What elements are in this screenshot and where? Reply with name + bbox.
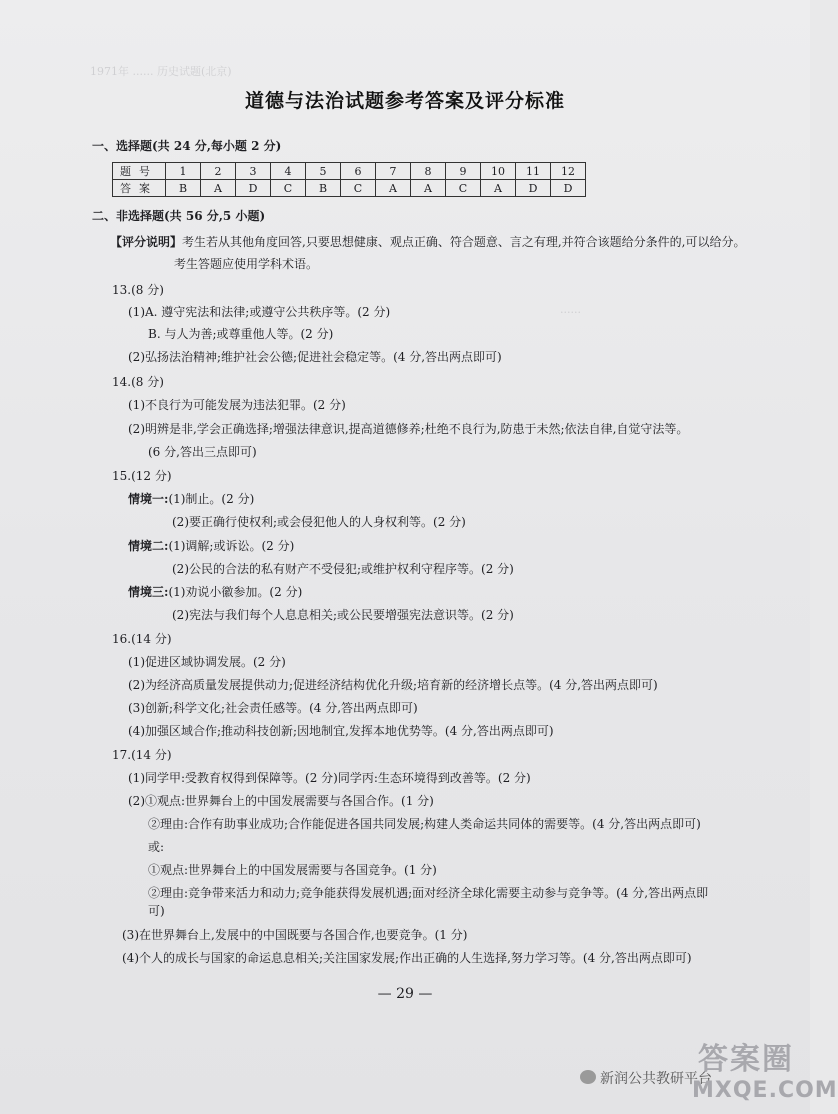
table-cell: A xyxy=(481,180,516,197)
answer-line: 可) xyxy=(148,904,165,918)
question-number: 16.(14 分) xyxy=(112,632,172,646)
scoring-note xyxy=(110,234,745,250)
section-heading: 一、选择题(共 24 分,每小题 2 分) xyxy=(92,139,282,153)
table-cell: A xyxy=(201,180,236,197)
table-cell: C xyxy=(341,180,376,197)
question-number: 14.(8 分) xyxy=(112,375,164,389)
table-cell: B xyxy=(166,180,201,197)
answer-line: ②理由:合作有助事业成功;合作能促进各国共同发展;构建人类命运共同体的需要等。(4 分,答出两点即可) xyxy=(148,817,701,831)
answer-line: (1)同学甲:受教育权得到保障等。(2 分)同学丙:生态环境得到改善等。(2 分) xyxy=(128,771,531,785)
table-header-cell: 答案 xyxy=(113,180,166,197)
answer-line: B. 与人为善;或尊重他人等。(2 分) xyxy=(148,327,334,341)
answer-table xyxy=(112,162,586,197)
question-number: 15.(12 分) xyxy=(112,469,172,483)
scenario-label: 情境二: xyxy=(128,539,169,553)
table-cell: D xyxy=(551,180,586,197)
table-cell: B xyxy=(306,180,341,197)
scenario-label: 情境一: xyxy=(128,492,169,506)
table-cell: C xyxy=(271,180,306,197)
table-cell: 1 xyxy=(166,163,201,180)
answer-line: ②理由:竞争带来活力和动力;竞争能获得发展机遇;面对经济全球化需要主动参与竞争等。(4 分,答出两点即 xyxy=(148,886,709,900)
scoring-note-text: 考生若从其他角度回答,只要思想健康、观点正确、符合题意、言之有理,并符合该题给分条件的,可以给分。 xyxy=(182,235,746,249)
watermark-logo-domain: MXQE.COM xyxy=(692,1078,838,1103)
answer-line: (2)宪法与我们每个人息息相关;或公民要增强宪法意识等。(2 分) xyxy=(172,608,514,622)
watermark-text: 新润公共教研平台 xyxy=(600,1071,712,1087)
scoring-note-label: 【评分说明】 xyxy=(110,235,183,249)
answer-line: 或: xyxy=(148,840,165,854)
answer-line xyxy=(128,584,302,600)
question-number: 13.(8 分) xyxy=(112,283,164,297)
answer-line: (6 分,答出三点即可) xyxy=(148,445,257,459)
table-cell: 7 xyxy=(376,163,411,180)
bleed-through-text: 1971年 ...... 历史试题(北京) xyxy=(90,65,232,78)
table-cell: 3 xyxy=(236,163,271,180)
answer-text: (1)劝说小徽参加。(2 分) xyxy=(168,585,303,599)
answer-line: (3)在世界舞台上,发展中的中国既要与各国合作,也要竞争。(1 分) xyxy=(122,928,468,942)
answer-line: (2)要正确行使权利;或会侵犯他人的人身权利等。(2 分) xyxy=(172,515,466,529)
answer-line: (2)①观点:世界舞台上的中国发展需要与各国合作。(1 分) xyxy=(128,794,434,808)
answer-line xyxy=(128,491,254,507)
table-cell: 9 xyxy=(446,163,481,180)
scenario-label: 情境三: xyxy=(128,585,169,599)
answer-line: (1)促进区域协调发展。(2 分) xyxy=(128,655,286,669)
table-cell: A xyxy=(411,180,446,197)
table-cell: C xyxy=(446,180,481,197)
answer-line: (2)明辨是非,学会正确选择;增强法律意识,提高道德修养;杜绝不良行为,防患于未然;依法自律,自觉守法等。 xyxy=(128,422,689,436)
table-cell: 5 xyxy=(306,163,341,180)
answer-line xyxy=(128,538,294,554)
answer-line: (3)创新;科学文化;社会责任感等。(4 分,答出两点即可) xyxy=(128,701,418,715)
answer-line: (2)弘扬法治精神;维护社会公德;促进社会稳定等。(4 分,答出两点即可) xyxy=(128,350,502,364)
table-cell: 10 xyxy=(481,163,516,180)
table-cell: D xyxy=(236,180,271,197)
answer-line: (2)为经济高质量发展提供动力;促进经济结构优化升级;培育新的经济增长点等。(4 分,答出两点即可) xyxy=(128,678,658,692)
question-number: 17.(14 分) xyxy=(112,748,172,762)
answer-line: (2)公民的合法的私有财产不受侵犯;或维护权利守程序等。(2 分) xyxy=(172,562,514,576)
answer-line: (1)A. 遵守宪法和法律;或遵守公共秩序等。(2 分) xyxy=(128,305,391,319)
page-number: — 29 — xyxy=(377,986,433,1002)
watermark-logo xyxy=(692,1034,838,1106)
section-heading: 二、非选择题(共 56 分,5 小题) xyxy=(92,209,266,223)
answer-line: (1)不良行为可能发展为违法犯罪。(2 分) xyxy=(128,398,346,412)
table-cell: A xyxy=(376,180,411,197)
table-header-cell: 题号 xyxy=(113,163,166,180)
bleed-through-text: ...... xyxy=(560,303,581,316)
answer-text: (1)调解;或诉讼。(2 分) xyxy=(168,539,295,553)
table-cell: 4 xyxy=(271,163,306,180)
table-row xyxy=(113,180,586,197)
table-cell: 6 xyxy=(341,163,376,180)
table-cell: 11 xyxy=(516,163,551,180)
scoring-note-text: 考生答题应使用学科术语。 xyxy=(174,257,319,271)
table-cell: 12 xyxy=(551,163,586,180)
table-cell: 2 xyxy=(201,163,236,180)
table-cell: D xyxy=(516,180,551,197)
answer-line: (4)个人的成长与国家的命运息息相关;关注国家发展;作出正确的人生选择,努力学习等。(4 分,答出两点即可) xyxy=(122,951,692,965)
table-row xyxy=(113,163,586,180)
answer-line: (4)加强区域合作;推动科技创新;因地制宜,发挥本地优势等。(4 分,答出两点即可) xyxy=(128,724,554,738)
table-cell: 8 xyxy=(411,163,446,180)
watermark-logo-text: 答案圈 xyxy=(698,1042,794,1077)
answer-line: ①观点:世界舞台上的中国发展需要与各国竞争。(1 分) xyxy=(148,863,437,877)
answer-text: (1)制止。(2 分) xyxy=(168,492,255,506)
page-title: 道德与法治试题参考答案及评分标准 xyxy=(244,90,565,112)
wechat-icon xyxy=(580,1070,596,1084)
